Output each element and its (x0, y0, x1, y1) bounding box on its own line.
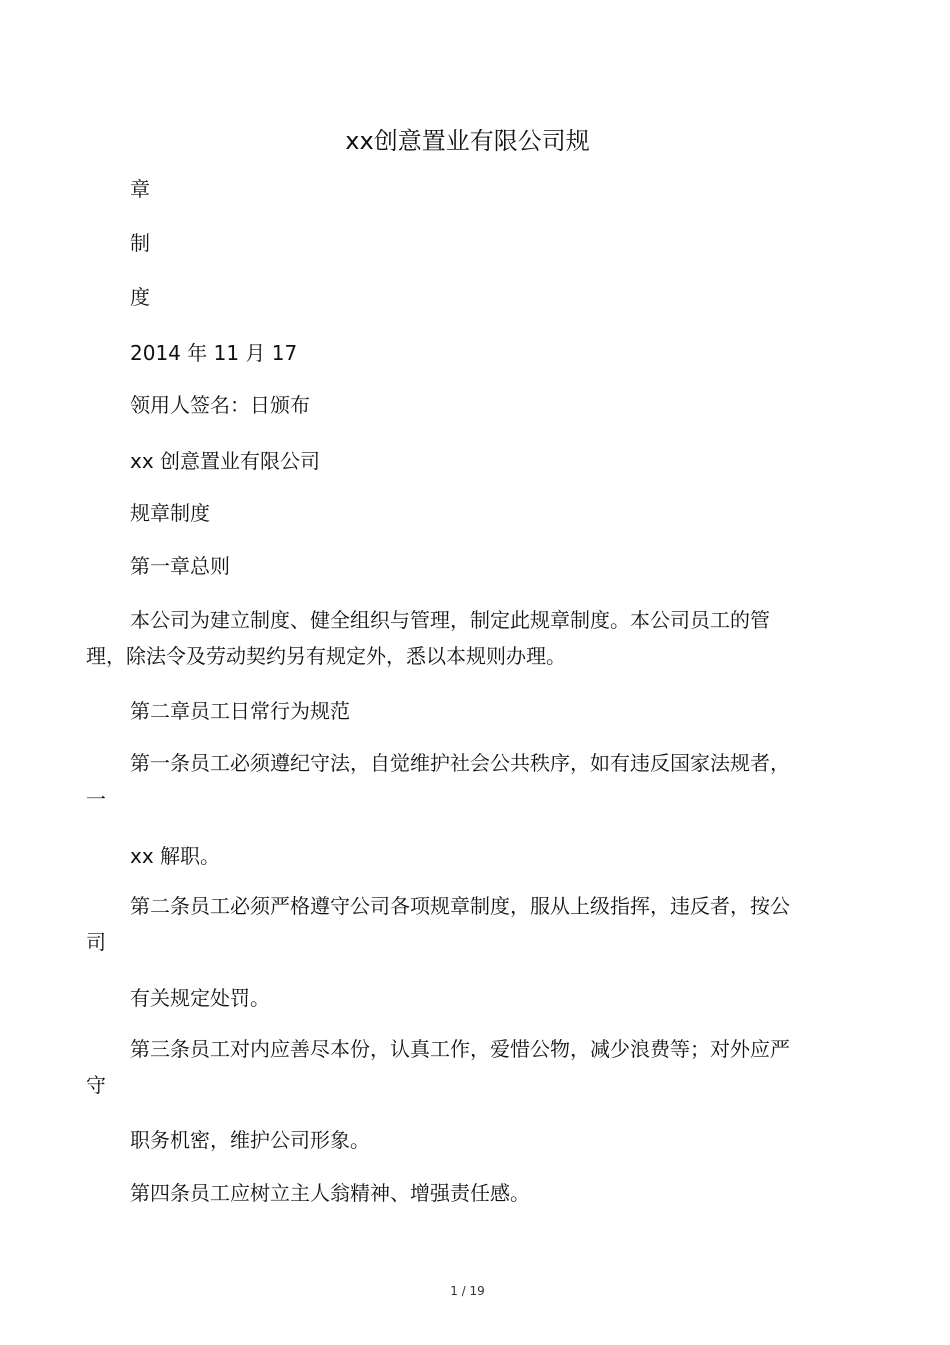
title-char-du: 度 (130, 285, 150, 309)
chapter-2-heading: 第二章员工日常行为规范 (130, 699, 350, 723)
article-1-continuation: xx 解职。 (130, 844, 221, 868)
chapter-1-paragraph: 本公司为建立制度、健全组织与管理，制定此规章制度。本公司员工的管理，除法令及劳动契约另有规定外，悉以本规则办理。 (86, 608, 770, 668)
article-2: 第二条员工必须严格遵守公司各项规章制度，服从上级指挥，违反者，按公司 (86, 894, 790, 954)
article-4: 第四条员工应树立主人翁精神、增强责任感。 (130, 1181, 530, 1205)
article-1: 第一条员工必须遵纪守法，自觉维护社会公共秩序，如有违反国家法规者，一 (86, 751, 790, 811)
chapter-1-heading: 第一章总则 (130, 554, 230, 578)
signature-line: 领用人签名：日颁布 (130, 393, 310, 417)
article-3-continuation: 职务机密，维护公司形象。 (130, 1128, 370, 1152)
document-subtitle: 规章制度 (130, 501, 210, 525)
company-name: xx 创意置业有限公司 (130, 449, 321, 473)
title-char-zhi: 制 (130, 231, 150, 255)
document-date: 2014 年 11 月 17 (130, 341, 298, 365)
title-char-zhang: 章 (130, 177, 150, 201)
page-number: 1 / 19 (450, 1284, 485, 1298)
article-3: 第三条员工对内应善尽本份，认真工作，爱惜公物，减少浪费等；对外应严守 (86, 1037, 790, 1097)
article-2-continuation: 有关规定处罚。 (130, 986, 270, 1010)
document-title: xx创意置业有限公司规 (345, 127, 590, 155)
